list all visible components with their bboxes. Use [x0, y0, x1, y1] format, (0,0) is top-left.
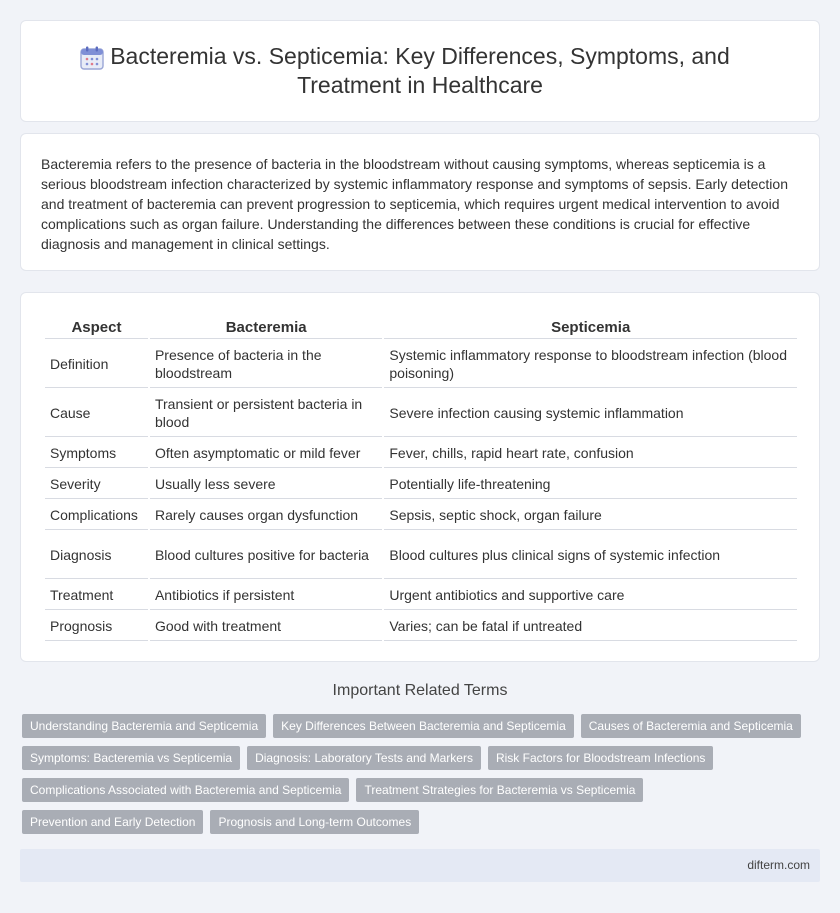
septicemia-cell: Fever, chills, rapid heart rate, confusion [384, 439, 797, 468]
septicemia-cell: Potentially life-threatening [384, 470, 797, 499]
related-term-tag[interactable]: Prognosis and Long-term Outcomes [210, 810, 419, 834]
related-term-tag[interactable]: Risk Factors for Bloodstream Infections [488, 746, 713, 770]
aspect-cell: Treatment [45, 581, 148, 610]
table-row [45, 612, 797, 641]
table-row [45, 470, 797, 499]
footer-site-link[interactable]: difterm.com [747, 858, 810, 872]
bacteremia-cell: Good with treatment [150, 612, 382, 641]
table-row [45, 439, 797, 468]
table-row [45, 501, 797, 530]
table-row [45, 341, 797, 388]
aspect-cell: Diagnosis [45, 532, 148, 579]
related-term-tag[interactable]: Symptoms: Bacteremia vs Septicemia [22, 746, 240, 770]
bacteremia-cell: Antibiotics if persistent [150, 581, 382, 610]
bacteremia-cell: Presence of bacteria in the bloodstream [150, 341, 382, 388]
septicemia-cell: Blood cultures plus clinical signs of systemic infection [384, 532, 797, 579]
bacteremia-cell: Usually less severe [150, 470, 382, 499]
aspect-cell: Definition [45, 341, 148, 388]
table-row [45, 532, 797, 579]
related-term-tag[interactable]: Prevention and Early Detection [22, 810, 203, 834]
header-septicemia: Septicemia [384, 315, 797, 339]
header-card [20, 20, 820, 122]
related-term-tag[interactable]: Causes of Bacteremia and Septicemia [581, 714, 801, 738]
septicemia-cell: Sepsis, septic shock, organ failure [384, 501, 797, 530]
bacteremia-cell: Rarely causes organ dysfunction [150, 501, 382, 530]
aspect-cell: Prognosis [45, 612, 148, 641]
aspect-cell: Cause [45, 390, 148, 437]
intro-card [20, 133, 820, 271]
related-terms-heading: Important Related Terms [332, 682, 508, 699]
related-terms-list [22, 714, 822, 834]
aspect-cell: Symptoms [45, 439, 148, 468]
septicemia-cell: Severe infection causing systemic inflammation [384, 390, 797, 437]
related-term-tag[interactable]: Key Differences Between Bacteremia and Septicemia [273, 714, 574, 738]
aspect-cell: Complications [45, 501, 148, 530]
comparison-card [20, 292, 820, 662]
bacteremia-cell: Often asymptomatic or mild fever [150, 439, 382, 468]
intro-paragraph: Bacteremia refers to the presence of bacteria in the bloodstream without causing symptoms, whereas septicemia is a serious bloodstream infection characterized by systemic inflammatory response and symptoms of sepsis. Early detection and treatment of bacteremia can prevent progression to septicemia, which requires urgent medical intervention to avoid complications such as organ failure. Understanding the differences between these conditions is crucial for effective diagnosis and management in clinical settings. [41, 156, 788, 252]
footer [20, 849, 820, 882]
related-term-tag[interactable]: Complications Associated with Bacteremia and Septicemia [22, 778, 349, 802]
aspect-cell: Severity [45, 470, 148, 499]
septicemia-cell: Urgent antibiotics and supportive care [384, 581, 797, 610]
table-header-row [45, 315, 797, 339]
bacteremia-cell: Transient or persistent bacteria in blood [150, 390, 382, 437]
related-term-tag[interactable]: Understanding Bacteremia and Septicemia [22, 714, 266, 738]
septicemia-cell: Systemic inflammatory response to bloodstream infection (blood poisoning) [384, 341, 797, 388]
related-term-tag[interactable]: Treatment Strategies for Bacteremia vs Septicemia [356, 778, 643, 802]
bacteremia-cell: Blood cultures positive for bacteria [150, 532, 382, 579]
header-bacteremia: Bacteremia [150, 315, 382, 339]
related-term-tag[interactable]: Diagnosis: Laboratory Tests and Markers [247, 746, 481, 770]
table-row [45, 390, 797, 437]
header-aspect: Aspect [45, 315, 148, 339]
page-title: Bacteremia vs. Septicemia: Key Differences, Symptoms, and Treatment in Healthcare [110, 43, 730, 98]
comparison-table [43, 313, 799, 643]
table-row [45, 581, 797, 610]
septicemia-cell: Varies; can be fatal if untreated [384, 612, 797, 641]
